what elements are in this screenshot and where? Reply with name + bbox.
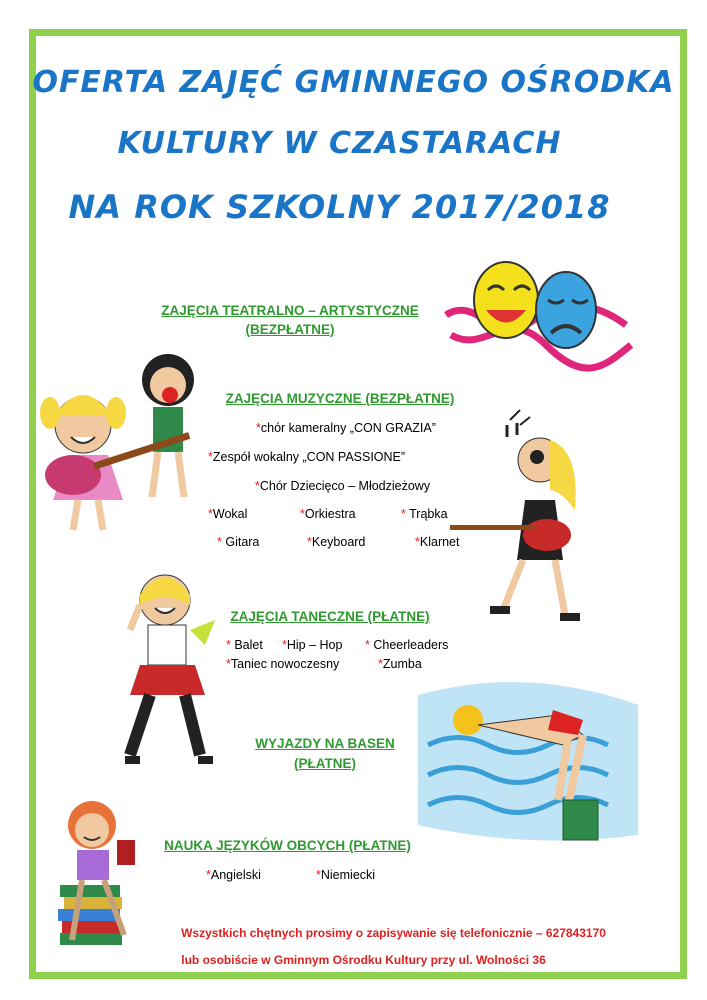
music-item-kids-choir: *Chór Dziecięco – Młodzieżowy xyxy=(255,479,431,493)
language-item-english: *Angielski xyxy=(206,868,261,882)
theatre-masks-illustration xyxy=(436,255,636,375)
dance-item-modern: *Taniec nowoczesny xyxy=(226,657,340,671)
swimmer-illustration xyxy=(408,675,648,850)
heading-languages: NAUKA JĘZYKÓW OBCYCH (PŁATNE) xyxy=(164,838,411,853)
language-item-german: *Niemiecki xyxy=(316,868,376,882)
title-line-1: OFERTA ZAJĘĆ GMINNEGO OŚRODKA xyxy=(32,65,675,100)
music-item-orchestra: *Orkiestra xyxy=(300,507,356,521)
title-line-2: KULTURY W CZASTARACH xyxy=(117,126,562,161)
music-item-trumpet: * Trąbka xyxy=(401,507,448,521)
music-item-keyboard: *Keyboard xyxy=(307,535,366,549)
music-item-vocal: *Wokal xyxy=(208,507,248,521)
dance-item-zumba: *Zumba xyxy=(378,657,422,671)
heading-swimming-paid: (PŁATNE) xyxy=(294,756,356,771)
footer-phone: Wszystkich chętnych prosimy o zapisywanie się telefonicznie – 627843170 xyxy=(181,926,606,940)
guitarist-illustration xyxy=(445,405,595,630)
title-line-3: NA ROK SZKOLNY 2017/2018 xyxy=(68,188,611,226)
heading-dance: ZAJĘCIA TANECZNE (PŁATNE) xyxy=(230,609,430,624)
kids-music-illustration xyxy=(38,345,218,540)
heading-theatre-free: (BEZPŁATNE) xyxy=(245,322,335,337)
footer-address: lub osobiście w Gminnym Ośrodku Kultury przy ul. Wolności 36 xyxy=(181,953,546,967)
music-item-chamber-choir: *chór kameralny „CON GRAZIA” xyxy=(256,421,436,435)
dance-item-cheerleaders: * Cheerleaders xyxy=(365,638,449,652)
music-item-guitar: * Gitara xyxy=(217,535,260,549)
heading-theatre: ZAJĘCIA TEATRALNO – ARTYSTYCZNE xyxy=(161,303,419,318)
music-item-clarinet: *Klarnet xyxy=(415,535,460,549)
dancer-illustration xyxy=(110,570,230,780)
dance-item-hiphop: *Hip – Hop xyxy=(282,638,343,652)
music-item-vocal-group: *Zespół wokalny „CON PASSIONE” xyxy=(208,450,406,464)
dance-item-ballet: * Balet xyxy=(226,638,263,652)
heading-music: ZAJĘCIA MUZYCZNE (BEZPŁATNE) xyxy=(225,391,455,406)
heading-swimming: WYJAZDY NA BASEN xyxy=(255,736,395,751)
